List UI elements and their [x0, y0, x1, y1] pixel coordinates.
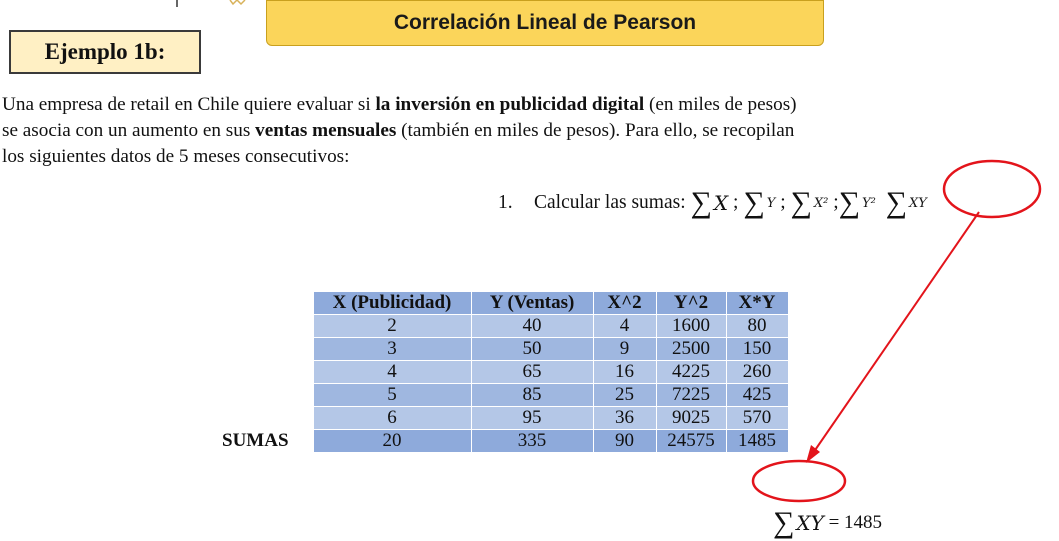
table-cell: 40	[471, 315, 593, 338]
separator: ;	[833, 192, 839, 213]
table-cell: 36	[593, 407, 656, 430]
table-cell: 570	[726, 407, 788, 430]
intro-text: (en miles de pesos)	[644, 94, 797, 115]
sum-cell: 90	[593, 430, 656, 453]
sigma-symbol: ∑	[838, 186, 861, 219]
intro-line-3: los siguientes datos de 5 meses consecutivos:	[2, 146, 350, 167]
table-cell: 9025	[656, 407, 726, 430]
table-cell: 95	[471, 407, 593, 430]
sym-y2: Y²	[862, 195, 876, 211]
sym-x: X	[713, 191, 729, 215]
table-cell: 6	[313, 407, 471, 430]
highlight-ellipse-sum	[753, 461, 845, 501]
table-cell: 4	[593, 315, 656, 338]
sigma-symbol: ∑	[773, 506, 795, 539]
intro-bold-sales: ventas mensuales	[255, 120, 397, 141]
column-header: Y^2	[656, 292, 726, 315]
sum-label: SUMAS	[222, 430, 289, 451]
step-text: Calcular las sumas:	[534, 192, 686, 213]
table-cell: 65	[471, 361, 593, 384]
intro-text: Una empresa de retail en Chile quiere evaluar si	[2, 94, 376, 115]
table-cell: 80	[726, 315, 788, 338]
result-value: = 1485	[828, 512, 883, 533]
highlight-ellipse-formula	[944, 161, 1040, 217]
sum-cell: 20	[313, 430, 471, 453]
intro-text: se asocia con un aumento en sus	[2, 120, 256, 141]
table-cell: 16	[593, 361, 656, 384]
sum-cell: 335	[471, 430, 593, 453]
sigma-symbol: ∑	[790, 186, 812, 219]
result-expression: XY	[796, 511, 824, 535]
sigma-symbol: ∑	[690, 186, 712, 219]
column-header: Y (Ventas)	[471, 292, 593, 315]
table-cell: 85	[471, 384, 593, 407]
table-cell: 2500	[656, 338, 726, 361]
table-cell: 9	[593, 338, 656, 361]
sum-cell: 1485	[726, 430, 788, 453]
intro-bold-investment: la inversión en publicidad digital	[375, 94, 645, 115]
table-cell: 260	[726, 361, 788, 384]
page-title: Correlación Lineal de Pearson	[393, 11, 697, 34]
table-cell: 425	[726, 384, 788, 407]
intro-text: (también en miles de pesos). Para ello, se recopilan	[396, 120, 795, 141]
example-label: Ejemplo 1b:	[44, 39, 166, 64]
sigma-symbol: ∑	[885, 186, 907, 219]
sum-cell: 24575	[656, 430, 726, 453]
table-cell: 4225	[656, 361, 726, 384]
table-cell: 1600	[656, 315, 726, 338]
sym-y: Y	[766, 195, 776, 211]
table-cell: 2	[313, 315, 471, 338]
column-header: X (Publicidad)	[313, 292, 471, 315]
separator: ;	[733, 192, 739, 213]
table-cell: 4	[313, 361, 471, 384]
sigma-symbol: ∑	[743, 186, 765, 219]
separator: ;	[780, 192, 786, 213]
table-cell: 150	[726, 338, 788, 361]
step-number: 1.	[498, 192, 513, 213]
column-header: X^2	[593, 292, 656, 315]
table-cell: 3	[313, 338, 471, 361]
table-cell: 25	[593, 384, 656, 407]
sym-xy: XY	[908, 195, 927, 211]
sym-x2: X²	[813, 195, 829, 211]
annotation-arrow-line	[811, 212, 979, 456]
column-header: X*Y	[726, 292, 788, 315]
table-cell: 7225	[656, 384, 726, 407]
table-cell: 50	[471, 338, 593, 361]
table-cell: 5	[313, 384, 471, 407]
